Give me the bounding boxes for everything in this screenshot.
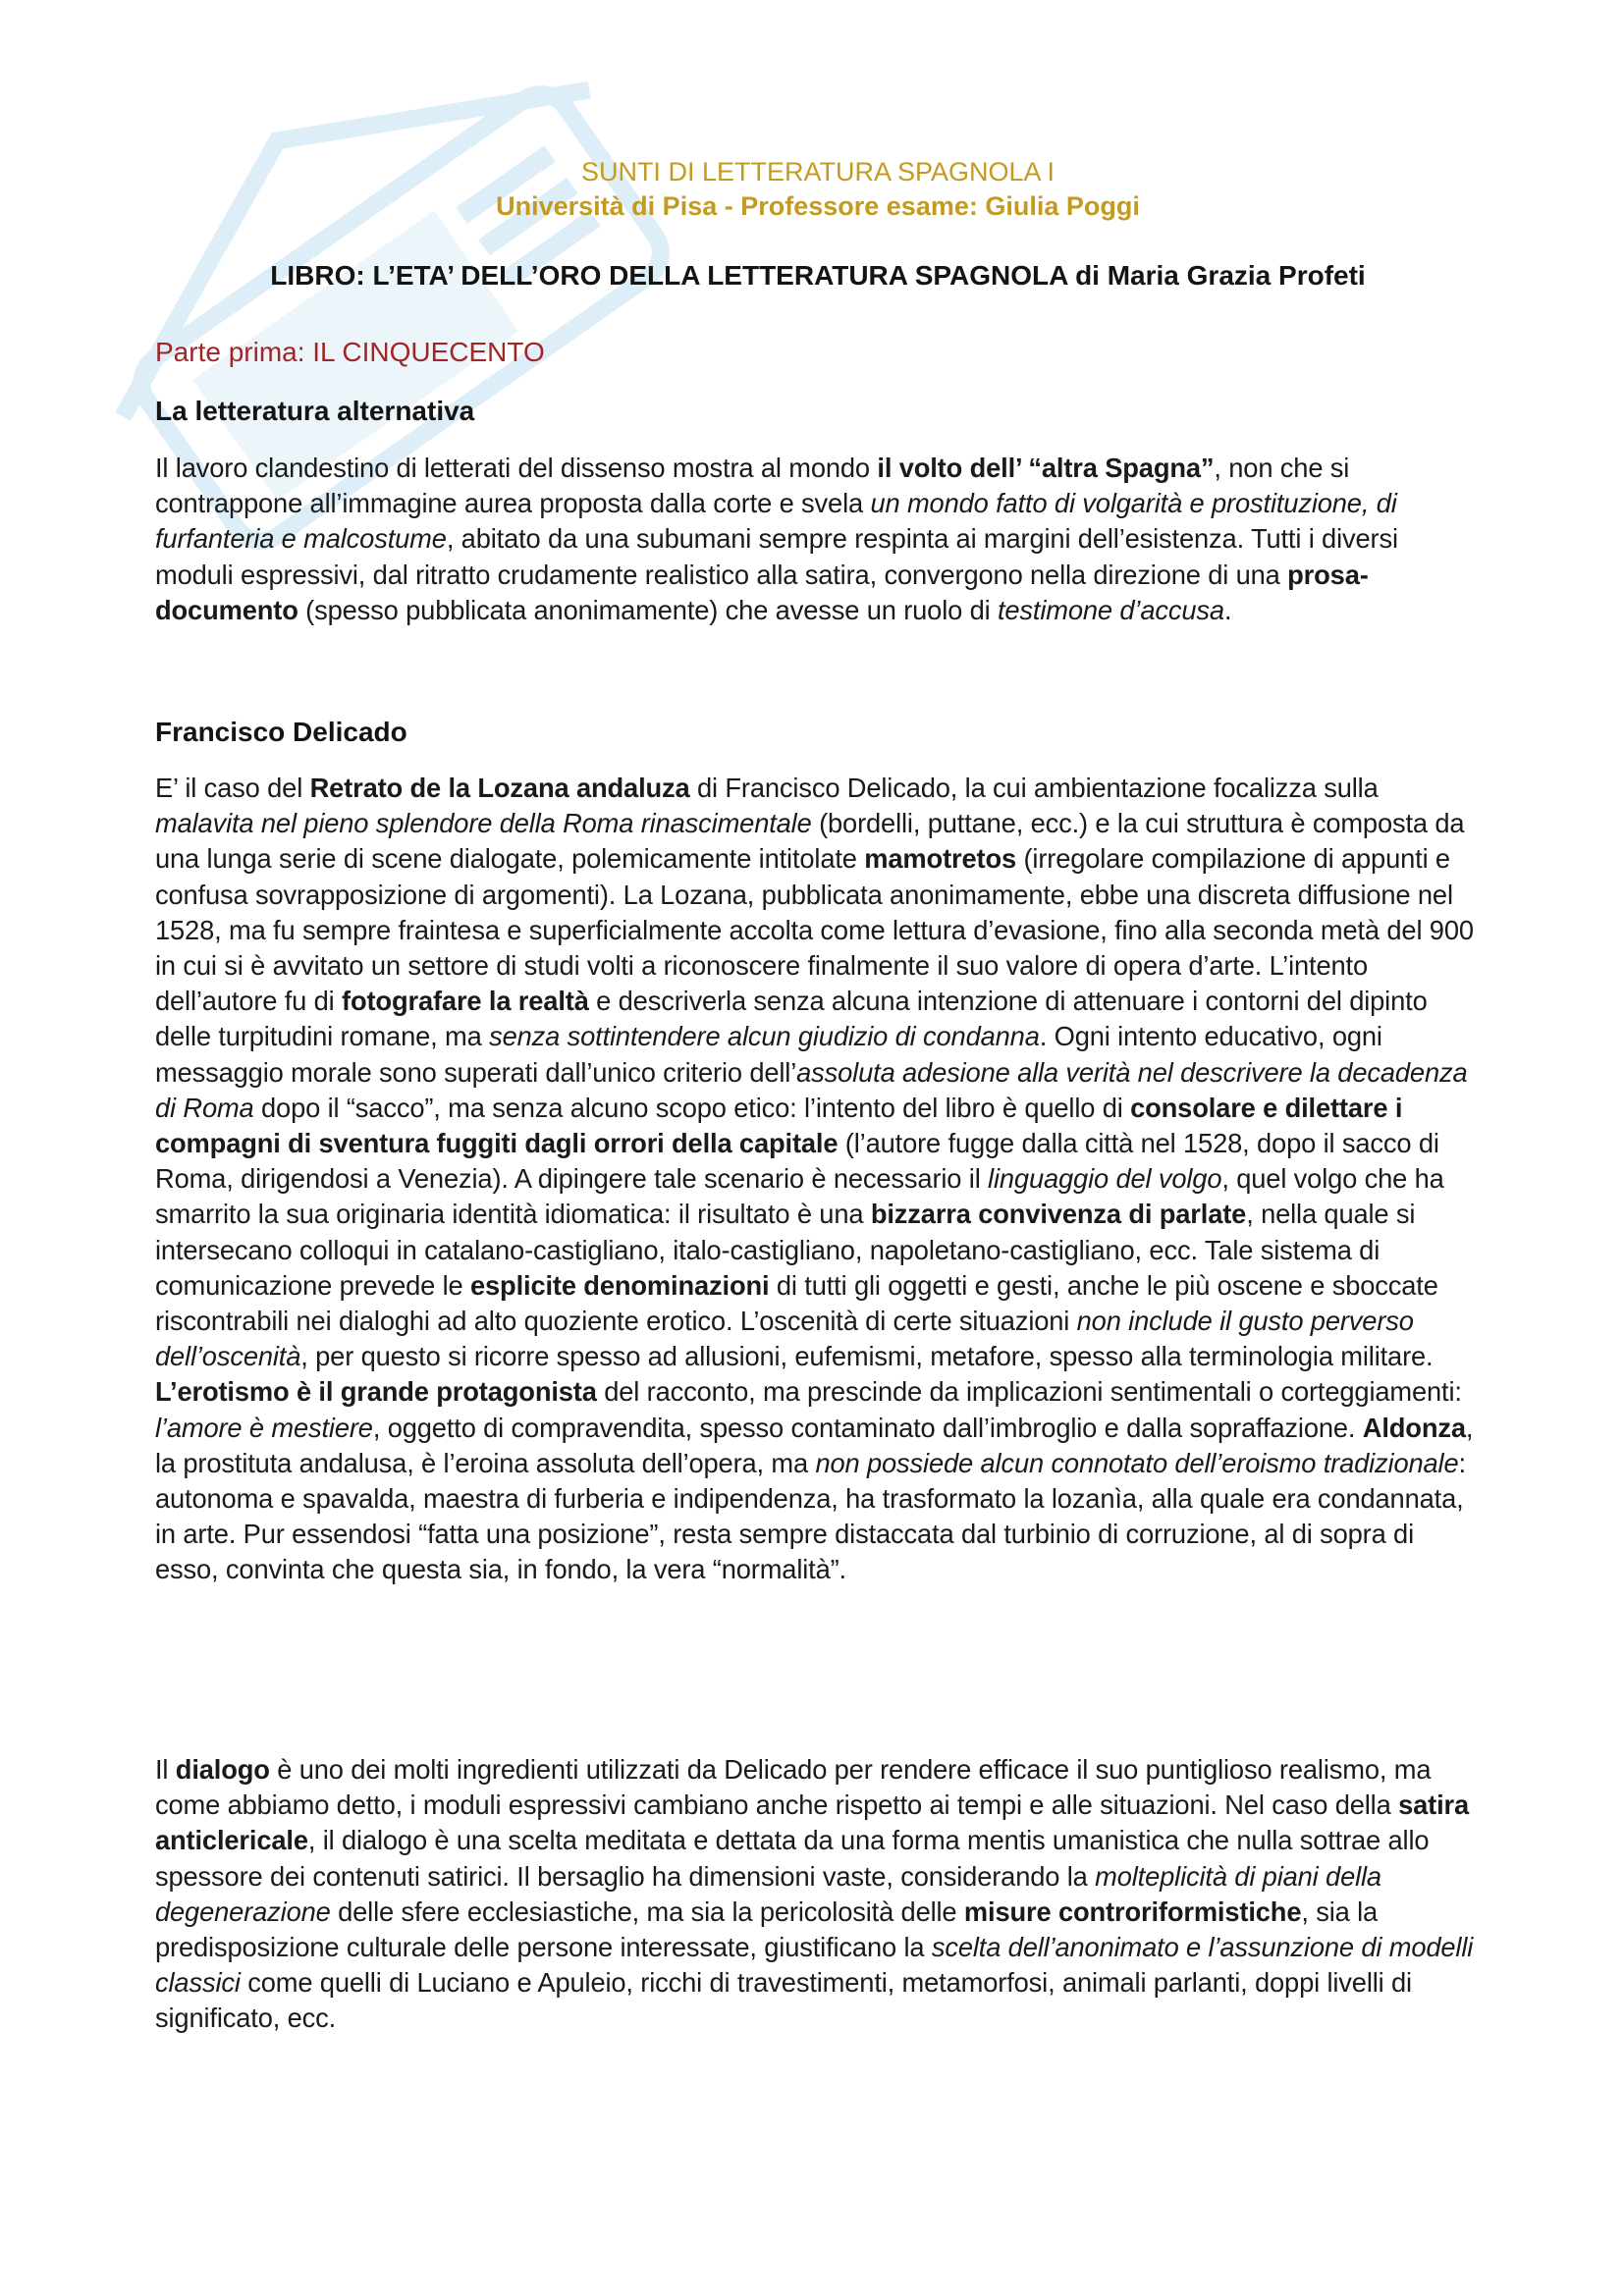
document-header: [155, 155, 1481, 224]
paragraph-delicado-1: E’ il caso del Retrato de la Lozana andaluza di Francisco Delicado, la cui ambientazione focalizza sulla malavita nel pieno splendore della Roma rinascimentale (bordelli, puttane, ecc.) e la cui struttura è composta da una lunga serie di scene dialogate, polemicamente intitolate mamotretos (irregolare compilazione di appunti e confusa sovrapposizione di argomenti). La Lozana, pubblicata anonimamente, ebbe una discreta diffusione nel 1528, ma fu sempre fraintesa e superficialmente accolta come lettura d’evasione, fino alla seconda metà del 900 in cui si è avvitato un settore di studi volti a riconoscere finalmente il suo valore di opera d’arte. L’intento dell’autore fu di fotografare la realtà e descriverla senza alcuna intenzione di attenuare i contorni del dipinto delle turpitudini romane, ma senza sottintendere alcun giudizio di condanna. Ogni intento educativo, ogni messaggio morale sono superati dall’unico criterio dell’assoluta adesione alla verità nel descrivere la decadenza di Roma dopo il “sacco”, ma senza alcuno scopo etico: l’intento del libro è quello di consolare e dilettare i compagni di sventura fuggiti dagli orrori della capitale (l’autore fugge dalla città nel 1528, dopo il sacco di Roma, dirigendosi a Venezia). A dipingere tale scenario è necessario il linguaggio del volgo, quel volgo che ha smarrito la sua originaria identità idiomatica: il risultato è una bizzarra convivenza di parlate, nella quale si intersecano colloqui in catalano-castigliano, italo-castigliano, napoletano-castigliano, ecc. Tale sistema di comunicazione prevede le esplicite denominazioni di tutti gli oggetti e gesti, anche le più oscene e sboccate riscontrabili nei dialoghi ad alto quoziente erotico. L’oscenità di certe situazioni non include il gusto perverso dell’oscenità, per questo si ricorre spesso ad allusioni, eufemismi, metafore, spesso alla terminologia militare. L’erotismo è il grande protagonista del racconto, ma prescinde da implicazioni sentimentali o corteggiamenti: l’amore è mestiere, oggetto di compravendita, spesso contaminato dall’imbroglio e dalla sopraffazione. Aldonza, la prostituta andalusa, è l’eroina assoluta dell’opera, ma non possiede alcun connotato dell’eroismo tradizionale: autonoma e spavalda, maestra di furberia e indipendenza, ha trasformato la lozanìa, alla quale era condannata, in arte. Pur essendosi “fatta una posizione”, resta sempre distaccata dal turbinio di corruzione, al di sopra di esso, convinta che questa sia, in fondo, la vera “normalità”.: [155, 773, 1474, 1585]
book-title: LIBRO: L’ETA’ DELL’ORO DELLA LETTERATURA SPAGNOLA di Maria Grazia Profeti: [270, 260, 1366, 291]
section-heading-alternativa: La letteratura alternativa: [155, 396, 475, 426]
header-subtitle: Università di Pisa - Professore esame: Giulia Poggi: [496, 191, 1140, 221]
paragraph-delicado-2: Il dialogo è uno dei molti ingredienti utilizzati da Delicado per rendere efficace il suo puntiglioso realismo, ma come abbiamo detto, i moduli espressivi cambiano anche rispetto ai tempi e alle situazioni. Nel caso della satira anticlericale, il dialogo è una scelta meditata e dettata da una forma mentis umanistica che nulla sottrae allo spessore dei contenuti satirici. Il bersaglio ha dimensioni vaste, considerando la molteplicità di piani della degenerazione delle sfere ecclesiastiche, ma sia la pericolosità delle misure controriformistiche, sia la predisposizione culturale delle persone interessate, giustificano la scelta dell’anonimato e l’assunzione di modelli classici come quelli di Luciano e Apuleio, ricchi di travestimenti, metamorfosi, animali parlanti, doppi livelli di significato, ecc.: [155, 1754, 1474, 2034]
paragraph-alternativa: Il lavoro clandestino di letterati del dissenso mostra al mondo il volto dell’ “altra Spagna”, non che si contrappone all’immagine aurea proposta dalla corte e svela un mondo fatto di volgarità e prostituzione, di furfanteria e malcostume, abitato da una subumani sempre respinta ai margini dell’esistenza. Tutti i diversi moduli espressivi, dal ritratto crudamente realistico alla satira, convergono nella direzione di una prosa-documento (spesso pubblicata anonimamente) che avesse un ruolo di testimone d’accusa.: [155, 453, 1398, 625]
section-heading-delicado: Francisco Delicado: [155, 717, 407, 747]
header-title: SUNTI DI LETTERATURA SPAGNOLA I: [580, 157, 1056, 187]
part-title: Parte prima: IL CINQUECENTO: [155, 337, 545, 367]
